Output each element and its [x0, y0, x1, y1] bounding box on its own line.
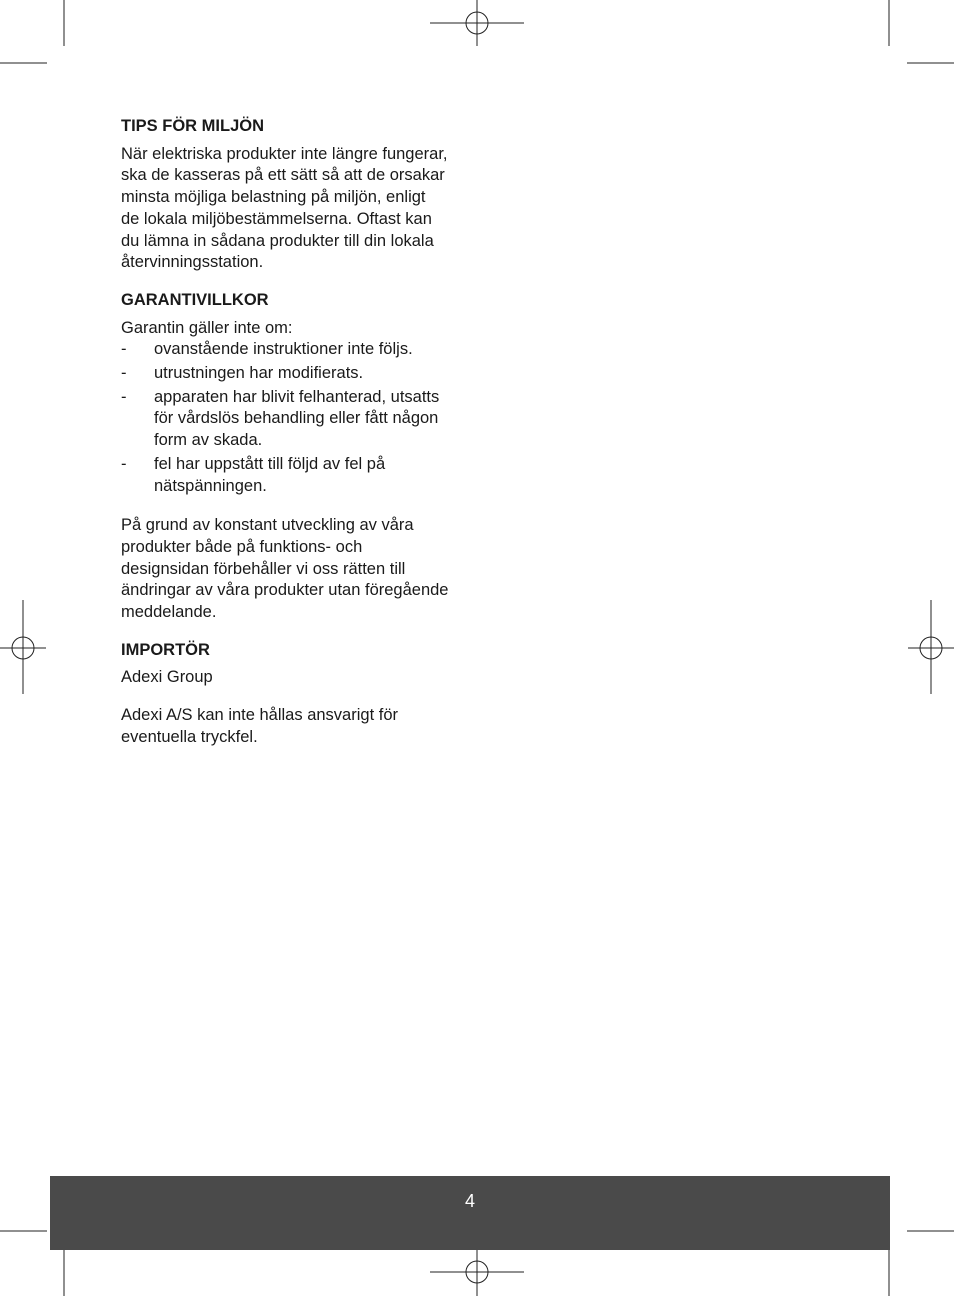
- text-line: nätspänningen.: [154, 476, 267, 495]
- environment-paragraph: [121, 144, 471, 274]
- text-line: designsidan förbehåller vi oss rätten till: [121, 559, 406, 578]
- importer-name: Adexi Group: [121, 668, 213, 687]
- text-line: Adexi A/S kan inte hållas ansvarigt för: [121, 706, 398, 725]
- section-importer: [121, 640, 471, 749]
- text-line: ändringar av våra produkter utan föregående: [121, 581, 449, 600]
- heading-environment: TIPS FÖR MILJÖN: [121, 117, 265, 135]
- registration-target-bottom: [430, 1250, 524, 1296]
- misprint-disclaimer: [121, 705, 471, 748]
- registration-target-right: [908, 600, 954, 694]
- section-environment: [121, 116, 471, 274]
- page-footer-band: [50, 1176, 890, 1250]
- text-line: ovanstående instruktioner inte följs.: [154, 340, 413, 359]
- warranty-exclusions-list: [121, 339, 471, 497]
- text-line: form av skada.: [154, 431, 263, 450]
- page-number: 4: [464, 1191, 475, 1211]
- list-item: [121, 387, 471, 452]
- document-body: [121, 116, 471, 765]
- text-line: På grund av konstant utveckling av våra: [121, 516, 414, 535]
- text-line: ska de kasseras på ett sätt så att de orsakar: [121, 166, 445, 185]
- text-line: minsta möjliga belastning på miljön, enligt: [121, 188, 426, 207]
- text-line: meddelande.: [121, 603, 217, 622]
- list-item: [121, 454, 471, 497]
- list-dash: -: [121, 454, 127, 473]
- text-line: eventuella tryckfel.: [121, 727, 258, 746]
- heading-warranty: GARANTIVILLKOR: [121, 290, 269, 309]
- list-item: [121, 363, 471, 385]
- text-line: apparaten har blivit felhanterad, utsatts: [154, 387, 440, 406]
- text-line: fel har uppstått till följd av fel på: [154, 454, 386, 473]
- text-line: produkter både på funktions- och: [121, 537, 363, 556]
- text-line: När elektriska produkter inte längre fungerar,: [121, 144, 448, 163]
- list-dash: -: [121, 387, 127, 406]
- text-line: de lokala miljöbestämmelserna. Oftast kan: [121, 209, 432, 228]
- warranty-intro: Garantin gäller inte om:: [121, 318, 293, 337]
- text-line: utrustningen har modifierats.: [154, 364, 364, 383]
- product-change-notice: [121, 515, 471, 624]
- heading-importer: IMPORTÖR: [121, 640, 210, 659]
- section-warranty: [121, 290, 471, 624]
- list-item: [121, 339, 471, 361]
- spacer: [121, 689, 471, 705]
- registration-target-top: [430, 0, 524, 46]
- list-dash: -: [121, 340, 127, 359]
- text-line: du lämna in sådana produkter till din lokala: [121, 231, 434, 250]
- list-dash: -: [121, 364, 127, 383]
- text-line: för vårdslös behandling eller fått någon: [154, 409, 439, 428]
- text-line: återvinningsstation.: [121, 253, 264, 272]
- spacer: [121, 499, 471, 515]
- registration-target-left: [0, 600, 46, 694]
